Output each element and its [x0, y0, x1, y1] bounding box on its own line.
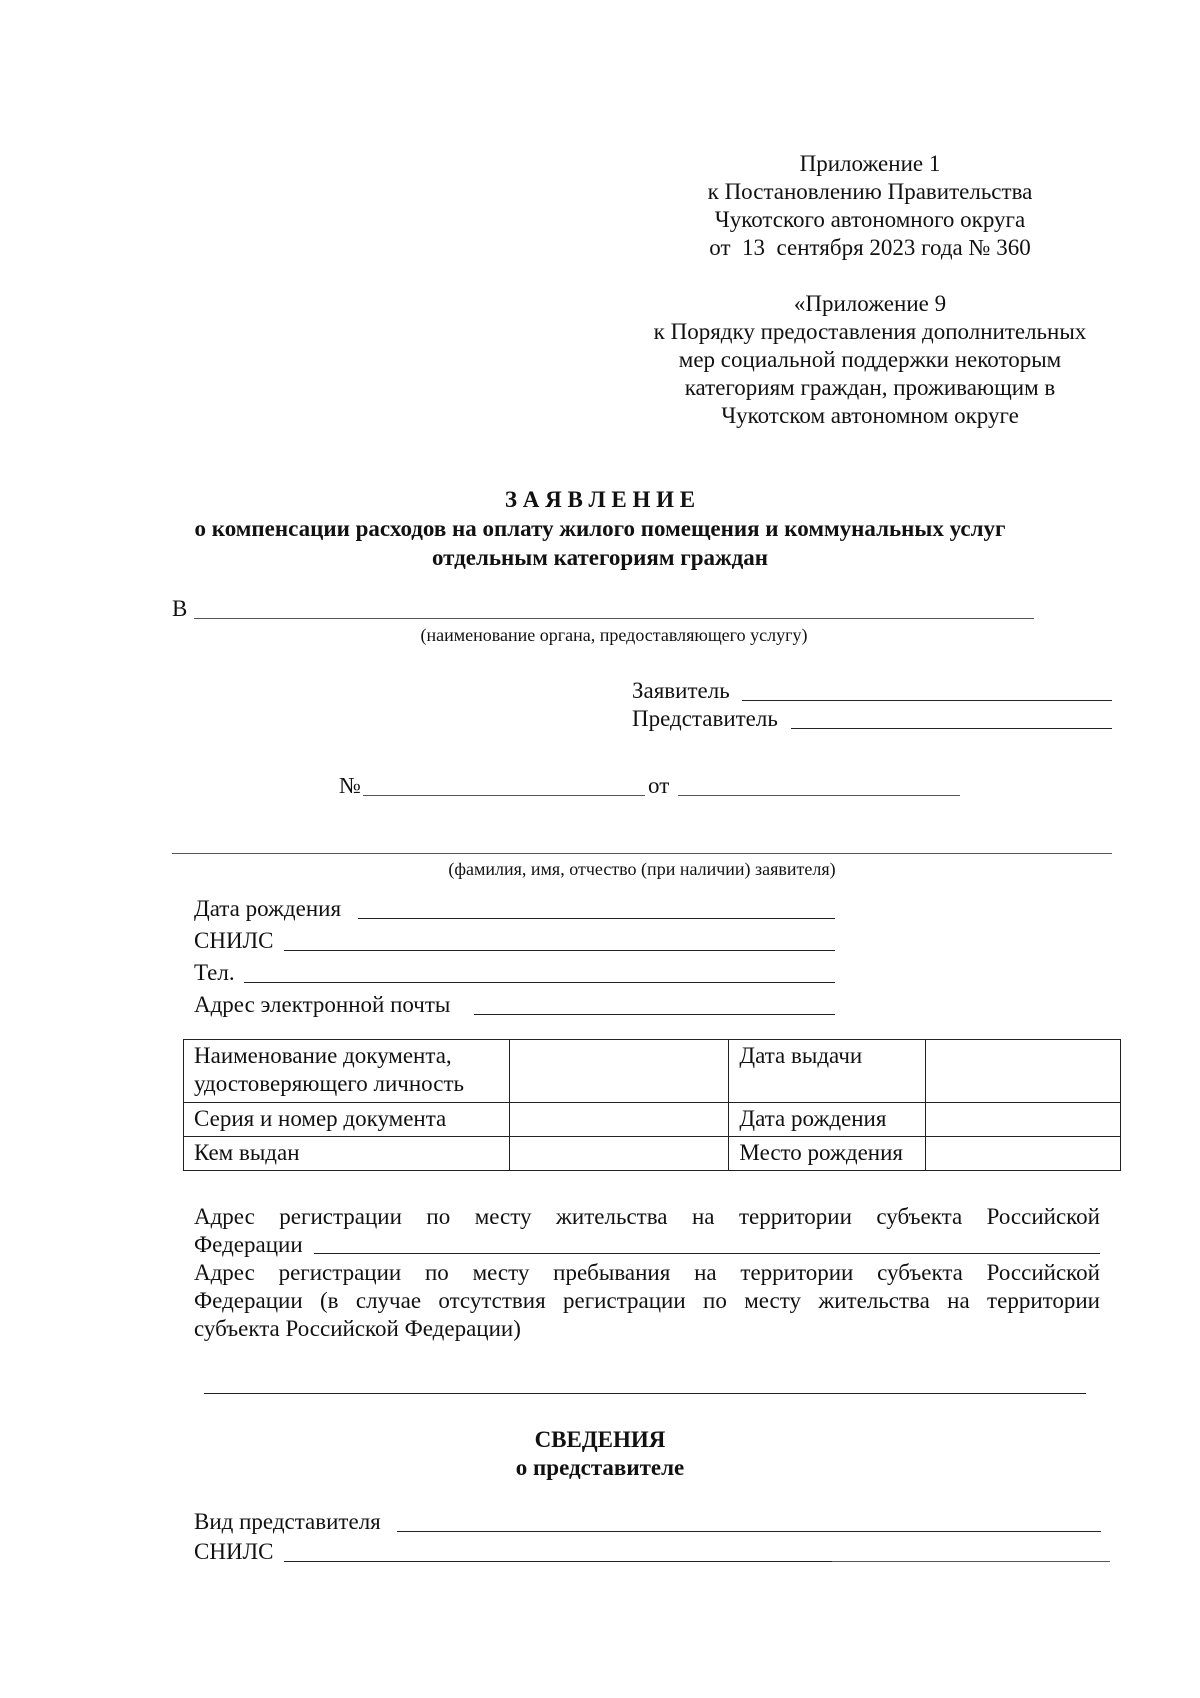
stay-line3: субъекта Российской Федерации) [194, 1316, 521, 1341]
issue-date-value[interactable] [926, 1040, 1121, 1103]
snils-field[interactable] [284, 950, 835, 951]
representative-label: Представитель [632, 706, 778, 731]
residence-line1: Адрес регистрации по месту жительства на территории субъекта Российской [194, 1204, 1100, 1229]
issued-by-label: Кем выдан [184, 1137, 510, 1171]
title-line2: отдельным категориям граждан [431, 545, 769, 570]
representative-snils-label: СНИЛС [194, 1539, 274, 1564]
addresses-block [194, 1203, 1100, 1343]
representative-kind-field[interactable] [397, 1531, 1101, 1532]
representative-snils-field-extension[interactable] [832, 1561, 1110, 1562]
appendix1-line: к Постановлению Правительства [707, 179, 1033, 204]
issued-by-value[interactable] [509, 1137, 729, 1171]
appendix9-block [620, 290, 1120, 430]
section-subtitle: о представителе [515, 1455, 685, 1480]
appendix1-line: Приложение 1 [799, 151, 941, 176]
table-row [184, 1137, 1121, 1171]
representative-kind-label: Вид представителя [194, 1509, 381, 1534]
stay-line2: Федерации (в случае отсутствия регистрации по месту жительства на территории [194, 1288, 1100, 1313]
email-field[interactable] [474, 1014, 835, 1015]
date-label: от [648, 773, 670, 798]
doc-name-value[interactable] [509, 1040, 729, 1103]
email-label: Адрес электронной почты [194, 992, 451, 1017]
applicant-name-caption: (фамилия, имя, отчество (при наличии) заявителя) [448, 859, 836, 879]
appendix9-line: «Приложение 9 [793, 291, 947, 316]
doc-name-label: Наименование документа, удостоверяющего личность [184, 1040, 510, 1103]
stay-address-field[interactable] [204, 1393, 1086, 1394]
recipient-field[interactable] [194, 618, 1034, 619]
stay-line1: Адрес регистрации по месту пребывания на территории субъекта Российской [194, 1260, 1100, 1285]
birth-date-label: Дата рождения [194, 896, 342, 921]
applicant-label: Заявитель [632, 678, 730, 703]
section-title: СВЕДЕНИЯ [534, 1427, 666, 1452]
appendix1-line: от 13 сентября 2023 года № 360 [709, 235, 1031, 260]
number-label: № [339, 773, 361, 798]
issue-date-label: Дата выдачи [729, 1040, 926, 1103]
snils-label: СНИЛС [194, 928, 274, 953]
residence-line2: Федерации [194, 1232, 303, 1257]
series-number-label: Серия и номер документа [184, 1103, 510, 1137]
phone-label: Тел. [194, 960, 235, 985]
id-document-table [183, 1039, 1121, 1171]
number-field[interactable] [363, 795, 645, 796]
table-row [184, 1103, 1121, 1137]
date-field[interactable] [678, 795, 960, 796]
appendix9-line: к Порядку предоставления дополнительных [653, 319, 1087, 344]
title-main: З А Я В Л Е Н И Е [504, 487, 696, 512]
recipient-prefix: В [172, 596, 188, 621]
birth-place-label: Место рождения [729, 1137, 926, 1171]
table-row [184, 1040, 1121, 1103]
document-title [150, 485, 1050, 572]
table-birth-date-value[interactable] [926, 1103, 1121, 1137]
series-number-value[interactable] [509, 1103, 729, 1137]
appendix9-line: Чукотском автономном округе [721, 403, 1019, 428]
title-line1: о компенсации расходов на оплату жилого помещения и коммунальных услуг [194, 516, 1006, 541]
representative-section-title [300, 1426, 900, 1482]
applicant-field[interactable] [742, 700, 1112, 701]
recipient-caption: (наименование органа, предоставляющего услугу) [420, 625, 808, 645]
appendix1-line: Чукотского автономного округа [714, 207, 1026, 232]
appendix9-line: мер социальной поддержки некоторым [678, 347, 1062, 372]
table-birth-date-label: Дата рождения [729, 1103, 926, 1137]
representative-snils-field[interactable] [284, 1561, 832, 1562]
birth-place-value[interactable] [926, 1137, 1121, 1171]
appendix9-line: категориям граждан, проживающим в [684, 375, 1056, 400]
residence-address-field[interactable] [314, 1253, 1100, 1254]
birth-date-field[interactable] [358, 918, 835, 919]
representative-field[interactable] [791, 728, 1112, 729]
phone-field[interactable] [244, 982, 835, 983]
appendix1-block [680, 150, 1060, 262]
applicant-name-field[interactable] [172, 853, 1112, 854]
